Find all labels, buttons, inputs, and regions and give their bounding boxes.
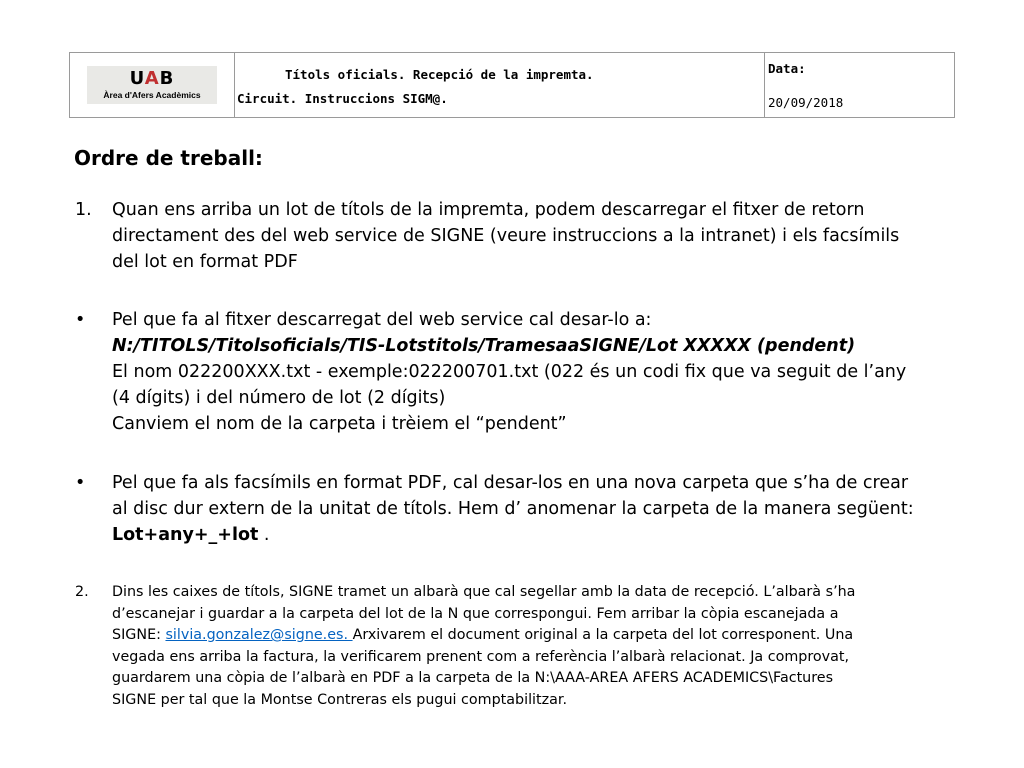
text-line: d’escanejar i guardar a la carpeta del lot de la N que correspongui. Fem arribar la còpia escanejada a [112, 605, 839, 622]
text-line: Pel que fa al fitxer descarregat del web service cal desar-lo a: [112, 310, 652, 330]
text-line: Quan ens arriba un lot de títols de la impremta, podem descarregar el fitxer de retorn [112, 200, 865, 220]
folder-name-pattern: Lot+any+_+lot [112, 525, 259, 545]
header-title-line1: Títols oficials. Recepció de la impremta. [285, 67, 594, 82]
folder-path: N:/TITOLS/Titolsoficials/TIS-Lotstitols/TramesaaSIGNE/Lot XXXXX (pendent) [112, 336, 856, 356]
document-header [69, 52, 955, 118]
text-line: El nom 022200XXX.txt - exemple:022200701.txt (022 és un codi fix que va seguit de l’any [112, 362, 907, 382]
text-line [112, 625, 972, 647]
text-line: al disc dur extern de la unitat de títols. Hem d’ anomenar la carpeta de la manera següent: [112, 499, 914, 519]
section-title: Ordre de treball: [74, 146, 263, 170]
header-title-line2: Circuit. Instruccions SIGM@. [237, 91, 448, 106]
logo-cell [70, 53, 235, 117]
text-line: directament des del web service de SIGNE (veure instruccions a la intranet) i els facsímils [112, 226, 900, 246]
text-suffix: . [258, 525, 270, 545]
email-link[interactable]: silvia.gonzalez@signe.es. [165, 627, 353, 643]
text-line [112, 522, 972, 548]
header-title-cell [235, 53, 765, 117]
bullet-item-content [112, 470, 972, 548]
bullet-marker: • [75, 473, 86, 493]
logo-mark [130, 70, 175, 88]
uab-logo [87, 66, 217, 104]
list-marker: 1. [75, 200, 92, 220]
text-line: SIGNE per tal que la Montse Contreras els pugui comptabilitzar. [112, 691, 568, 708]
list-marker: 2. [75, 584, 89, 600]
list-item-content [112, 197, 972, 275]
text-line: Pel que fa als facsímils en format PDF, cal desar-los en una nova carpeta que s’ha de crear [112, 473, 909, 493]
text-line: del lot en format PDF [112, 252, 298, 272]
text-line: vegada ens arriba la factura, la verificarem prenent com a referència l’albarà relacionat. Ja comprovat, [112, 648, 850, 665]
bullet-item-content [112, 307, 972, 437]
text-line: Canviem el nom de la carpeta i trèiem el “pendent” [112, 414, 567, 434]
logo-letter-a: A [144, 68, 160, 89]
text-suffix: Arxivarem el document original a la carpeta del lot corresponent. Una [352, 627, 854, 643]
date-value: 20/09/2018 [768, 95, 844, 110]
date-label: Data: [768, 61, 806, 76]
list-item-content [112, 582, 972, 711]
logo-letter-b: B [159, 68, 175, 89]
logo-letter-u: U [129, 68, 145, 89]
header-date-cell [765, 53, 954, 117]
text-line: (4 dígits) i del número de lot (2 dígits) [112, 388, 446, 408]
text-line: Dins les caixes de títols, SIGNE tramet un albarà que cal segellar amb la data de recepció. L’albarà s’ha [112, 584, 856, 600]
text-line: guardarem una còpia de l’albarà en PDF a la carpeta de la N:\AAA-AREA AFERS ACADEMICS\Factures [112, 670, 834, 686]
logo-subtitle: Àrea d'Afers Acadèmics [103, 90, 201, 100]
text-prefix: SIGNE: [112, 627, 166, 643]
bullet-marker: • [75, 310, 86, 330]
